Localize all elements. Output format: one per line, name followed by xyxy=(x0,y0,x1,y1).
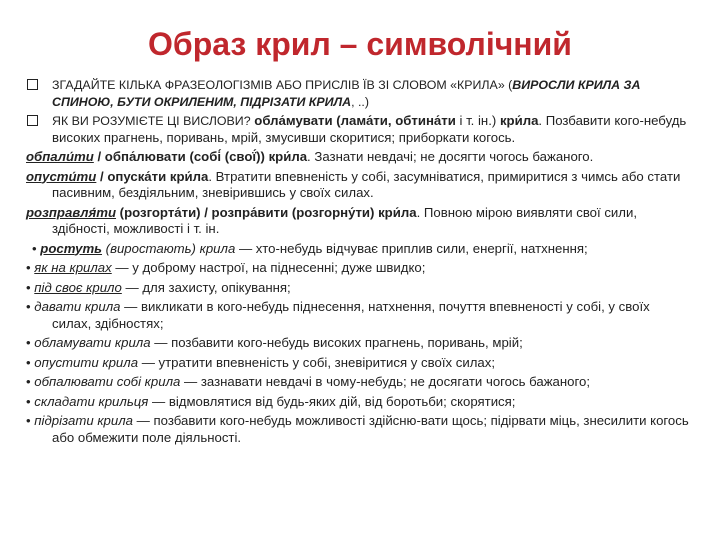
question-1-examples: ВИРОСЛИ КРИЛА ЗА СПИНОЮ, БУТИ ОКРИЛЕНИМ, ПІДРІЗАТИ КРИЛА xyxy=(52,78,641,109)
question-1 xyxy=(26,77,692,110)
phrase-definition: — у доброму настрої, на піднесенні; дуже швидко; xyxy=(111,260,426,275)
idiom-definition: . Втратити впевненість у собі, засумніватися, примиритися з чимсь або стати пасивним, бездіяльним, зневірившись у своїх силах. xyxy=(52,168,681,200)
list-item xyxy=(26,335,692,352)
idiom-head: обпали́ти xyxy=(26,149,94,164)
question-2-phrase: обла́мувати (лама́ти, обтина́ти xyxy=(254,113,456,128)
phrase-definition: — позбавити кого-небудь високих прагнень, поривань, мрій; xyxy=(150,335,523,350)
list-item xyxy=(26,374,692,391)
phrase-italic: давати крила xyxy=(34,299,121,314)
phrase-underlined: як на крилах xyxy=(34,260,112,275)
bullet-marker: • xyxy=(26,374,35,389)
phrase-italic: (виростають) крила xyxy=(102,240,236,256)
checkbox-bullet-icon xyxy=(27,79,38,90)
idiom-forms: (розгорта́ти) / розпра́вити (розгорну́ти) кри́ла xyxy=(116,204,417,220)
phrase-italic: опустити крила xyxy=(34,354,139,370)
question-2-definition: . Позбавити кого-небудь високих прагнень, поривань, мрій, змусивши скоритися; приборкати когось. xyxy=(52,113,687,145)
bullet-marker: • xyxy=(32,240,41,256)
phrase-definition: — для захисту, опікування; xyxy=(121,279,291,295)
phrase-definition: — відмовлятися від будь-яких дій, від боротьби; скорятися; xyxy=(148,393,516,409)
question-1-text: ЗГАДАЙТЕ КІЛЬКА ФРАЗЕОЛОГІЗМІВ АБО ПРИСЛІВ ЇВ ЗІ СЛОВОМ «КРИЛА» ( xyxy=(52,78,513,92)
question-2-text: ЯК ВИ РОЗУМІЄТЕ ЦІ ВИСЛОВИ? xyxy=(52,114,251,128)
phrase-definition: — зазнавати невдачі в чому-небудь; не досягати чогось бажаного; xyxy=(180,374,591,389)
idiom-entry xyxy=(26,205,692,238)
list-item xyxy=(26,260,692,277)
bullet-marker: • xyxy=(26,354,35,370)
phrase-underlined: ростуть xyxy=(40,240,103,256)
idiom-head: опусти́ти xyxy=(26,168,97,184)
list-item xyxy=(26,280,692,297)
idiom-head: розправля́ти xyxy=(26,204,117,220)
slide-title: Образ крил – символічний xyxy=(148,26,572,62)
idiom-definition: . Зазнати невдачі; не досягти чогось бажаного. xyxy=(307,149,594,164)
phrase-italic: обламувати крила xyxy=(34,335,151,350)
idiom-forms: / обпа́лювати (собі́ (свої́)) кри́ла xyxy=(93,149,308,164)
idiom-forms: / опуска́ти кри́ла xyxy=(96,168,209,184)
phrase-definition: — утратити впевненість у собі, зневіритися у своїх силах; xyxy=(138,354,495,370)
bullet-marker: • xyxy=(26,413,35,428)
list-item xyxy=(26,299,692,332)
list-item xyxy=(26,355,692,372)
list-item xyxy=(26,413,692,446)
phrase-italic: підрізати крила xyxy=(34,413,133,428)
question-1-tail: , ..) xyxy=(351,94,369,109)
phrase-definition: — хто-небудь відчуває приплив сили, енергії, натхнення; xyxy=(235,240,588,256)
bullet-marker: • xyxy=(26,260,35,275)
list-item xyxy=(26,394,692,411)
phrase-italic: складати крильця xyxy=(34,393,149,409)
question-2 xyxy=(26,113,692,146)
phrase-definition: — позбавити кого-небудь можливості здійсню-вати щось; підірвати міць, знесилити когось або обмежити поле діяльності. xyxy=(52,413,689,445)
slide-content xyxy=(26,77,692,449)
question-2-mid: і т. ін.) xyxy=(455,113,500,128)
bullet-marker: • xyxy=(26,299,35,314)
idiom-definition: . Повною мірою виявляти свої сили, здібності, можливості і т. ін. xyxy=(52,204,638,236)
phrase-italic: обпалювати собі крила xyxy=(34,374,181,389)
bullet-marker: • xyxy=(26,335,35,350)
bullet-marker: • xyxy=(26,393,35,409)
phrase-underlined: під своє крило xyxy=(34,279,122,295)
checkbox-bullet-icon xyxy=(27,115,38,126)
phrase-definition: — викликати в кого-небудь піднесення, натхнення, почуття впевненості у собі, у своїх силах, здібностях; xyxy=(52,299,650,331)
idiom-entry xyxy=(26,169,692,202)
bullet-marker: • xyxy=(26,279,35,295)
idiom-entry xyxy=(26,149,692,166)
question-2-krila: кри́ла xyxy=(499,113,539,128)
list-item xyxy=(26,241,692,258)
